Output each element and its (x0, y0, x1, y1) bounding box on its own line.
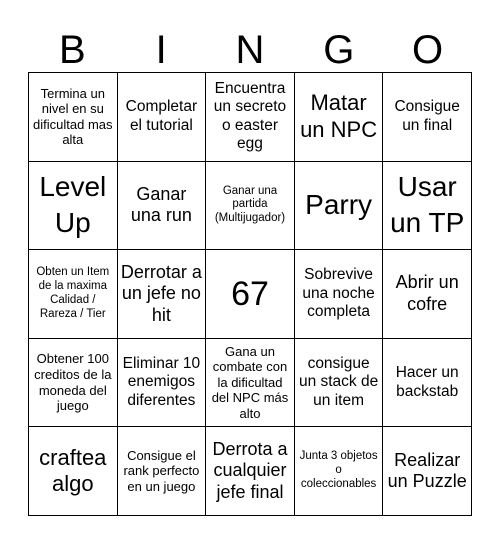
header-letter-g: G (323, 28, 355, 72)
bingo-cell[interactable]: Ganar una partida (Multijugador) (206, 162, 295, 251)
bingo-cell[interactable]: Termina un nivel en su dificultad mas alta (29, 73, 118, 162)
bingo-cell[interactable]: Completar el tutorial (118, 73, 207, 162)
bingo-cell[interactable]: Consigue el rank perfecto en un juego (118, 427, 207, 516)
bingo-cell[interactable]: Usar un TP (383, 162, 472, 251)
bingo-cell[interactable]: 67 (206, 250, 295, 339)
bingo-cell[interactable]: consigue un stack de un item (295, 339, 384, 428)
header-letter-b: B (59, 28, 86, 72)
bingo-cell[interactable]: Abrir un cofre (383, 250, 472, 339)
bingo-cell[interactable]: Derrotar a un jefe no hit (118, 250, 207, 339)
bingo-cell[interactable]: Gana un combate con la dificultad del NPC más alto (206, 339, 295, 428)
bingo-cell[interactable]: Eliminar 10 enemigos diferentes (118, 339, 207, 428)
bingo-cell[interactable]: Junta 3 objetos o coleccionables (295, 427, 384, 516)
bingo-cell[interactable]: craftea algo (29, 427, 118, 516)
bingo-cell[interactable]: Hacer un backstab (383, 339, 472, 428)
bingo-cell[interactable]: Obtener 100 creditos de la moneda del juego (29, 339, 118, 428)
header-letter-n: N (235, 28, 265, 72)
header-letter-o: O (412, 28, 444, 72)
bingo-cell[interactable]: Ganar una run (118, 162, 207, 251)
bingo-cell[interactable]: Realizar un Puzzle (383, 427, 472, 516)
header-letter-i: I (155, 28, 167, 72)
bingo-header (28, 28, 472, 72)
bingo-cell[interactable]: Obten un Item de la maxima Calidad / Rareza / Tier (29, 250, 118, 339)
bingo-cell[interactable]: Consigue un final (383, 73, 472, 162)
bingo-cell[interactable]: Parry (295, 162, 384, 251)
bingo-card-grid (28, 72, 472, 516)
bingo-cell[interactable]: Derrota a cualquier jefe final (206, 427, 295, 516)
bingo-cell[interactable]: Sobrevive una noche completa (295, 250, 384, 339)
bingo-cell[interactable]: Matar un NPC (295, 73, 384, 162)
bingo-cell[interactable]: Level Up (29, 162, 118, 251)
bingo-cell[interactable]: Encuentra un secreto o easter egg (206, 73, 295, 162)
